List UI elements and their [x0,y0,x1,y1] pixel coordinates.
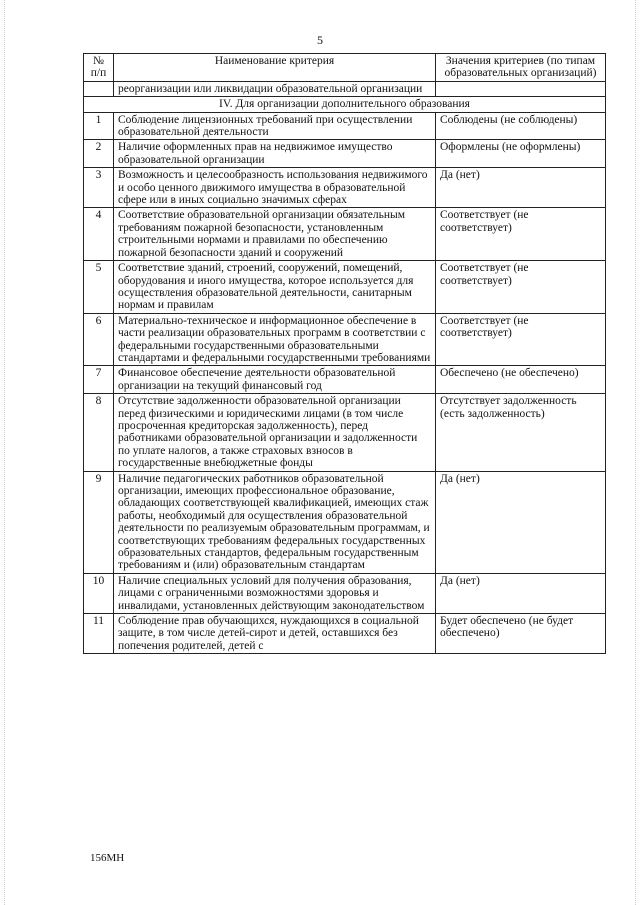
row-value: Да (нет) [436,573,606,613]
table-row [84,261,606,314]
header-criterion-value: Значения критериев (по типам образовательных организаций) [436,54,606,82]
table-row [84,614,606,654]
row-value: Соблюдены (не соблюдены) [436,112,606,140]
row-value: Будет обеспечено (не будет обеспечено) [436,614,606,654]
row-number: 6 [84,313,114,366]
table-row [84,112,606,140]
row-number: 8 [84,394,114,471]
row-criterion: Отсутствие задолженности образовательной организации перед физическими и юридическими лицами (в том числе просроченная кредиторская задолженность), перед работниками образовательной организации и задолженности по уплате налогов, а также страховых взносов в государственные внебюджетные фонды [114,394,436,471]
row-number [84,81,114,96]
header-criterion-name: Наименование критерия [114,54,436,82]
table-row [84,208,606,261]
criteria-table [83,53,606,654]
row-criterion: реорганизации или ликвидации образовательной организации [114,81,436,96]
row-number: 4 [84,208,114,261]
table-row [84,573,606,613]
table-row [84,366,606,394]
row-criterion: Соответствие образовательной организации обязательным требованиям пожарной безопасности, установленным строительными нормами и правилами по обеспечению пожарной безопасности зданий и сооружений [114,208,436,261]
row-criterion: Соблюдение прав обучающихся, нуждающихся в социальной защите, в том числе детей-сирот и детей, оставшихся без попечения родителей, детей с [114,614,436,654]
table-row [84,313,606,366]
row-criterion: Материально-техническое и информационное обеспечение в части реализации образовательных программ в соответствии с федеральными государственными образовательными стандартами и федеральными государственными требованиями [114,313,436,366]
row-value [436,81,606,96]
row-number: 9 [84,471,114,573]
row-value: Соответствует (не соответствует) [436,261,606,314]
row-value: Обеспечено (не обеспечено) [436,366,606,394]
header-number: № п/п [84,54,114,82]
row-number: 1 [84,112,114,140]
row-value: Отсутствует задолженность (есть задолженность) [436,394,606,471]
section-title: IV. Для организации дополнительного образования [84,97,606,112]
row-value: Соответствует (не соответствует) [436,208,606,261]
row-criterion: Возможность и целесообразность использования недвижимого и особо ценного движимого имущества в образовательной сфере или в иных социально значимых сферах [114,168,436,208]
row-value: Оформлены (не оформлены) [436,140,606,168]
row-criterion: Наличие специальных условий для получения образования, лицами с ограниченными возможностями здоровья и инвалидами, установленных действующим законодательством [114,573,436,613]
page-number: 5 [317,33,323,47]
row-number: 3 [84,168,114,208]
table-row [84,394,606,471]
scan-edge-left [4,0,5,905]
section-row [84,97,606,112]
row-number: 5 [84,261,114,314]
row-criterion: Соответствие зданий, строений, сооружений, помещений, оборудования и иного имущества, которое используется для осуществления образовательной деятельности, санитарным нормам и правилам [114,261,436,314]
row-number: 10 [84,573,114,613]
table-header-row [84,54,606,82]
document-code: 156МН [90,852,125,864]
row-criterion: Финансовое обеспечение деятельности образовательной организации на текущий финансовый год [114,366,436,394]
table-row [84,471,606,573]
row-number: 7 [84,366,114,394]
row-number: 11 [84,614,114,654]
row-value: Да (нет) [436,168,606,208]
continued-row [84,81,606,96]
row-number: 2 [84,140,114,168]
row-criterion: Наличие оформленных прав на недвижимое имущество образовательной организации [114,140,436,168]
table-row [84,140,606,168]
scan-edge-right [635,0,636,905]
row-criterion: Соблюдение лицензионных требований при осуществлении образовательной деятельности [114,112,436,140]
row-value: Да (нет) [436,471,606,573]
row-value: Соответствует (не соответствует) [436,313,606,366]
row-criterion: Наличие педагогических работников образовательной организации, имеющих профессиональное образование, обладающих соответствующей квалификацией, имеющих стаж работы, необходимый для осуществления образовательной деятельности по реализуемым образовательным программам, и соответствующих требованиям федеральных государственных образовательных стандартов, федеральным государственным требованиям и (или) образовательным стандартам [114,471,436,573]
table-row [84,168,606,208]
